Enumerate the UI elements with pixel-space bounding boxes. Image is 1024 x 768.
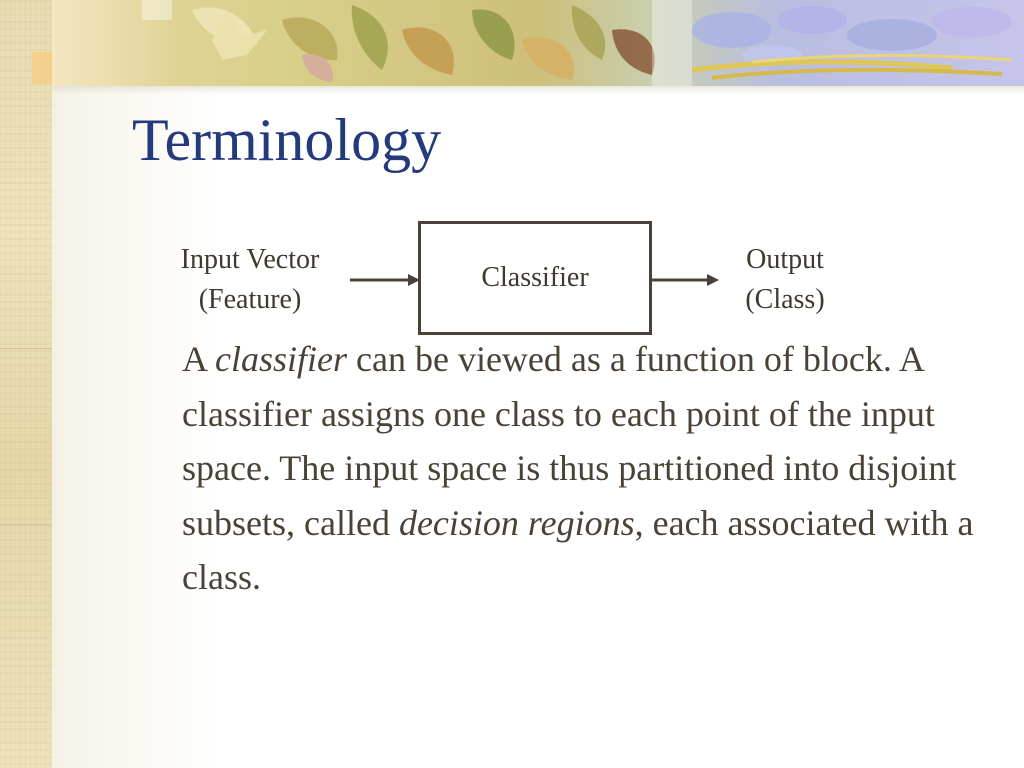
output-label-line1: Output (746, 244, 824, 275)
banner-shadow (52, 86, 1024, 94)
input-vector-label (150, 240, 350, 320)
left-parchment-strip (0, 0, 52, 768)
classifier-box-label: Classifier (481, 262, 589, 293)
classifier-box (418, 221, 652, 335)
body-text-part3: , each associated with a class. (182, 502, 974, 597)
input-label-line2: (Feature) (198, 284, 302, 315)
decorative-banner (52, 0, 1024, 86)
output-label-line2: (Class) (745, 284, 825, 315)
output-class-label (710, 240, 860, 320)
body-text-part1: A (182, 339, 216, 379)
slide-title: Terminology (132, 107, 442, 173)
body-term-decision-regions: decision regions (398, 502, 635, 543)
input-label-line1: Input Vector (180, 244, 320, 275)
output-arrow (649, 274, 719, 286)
input-arrow (350, 274, 420, 286)
body-paragraph (182, 332, 982, 605)
classifier-diagram (150, 218, 870, 338)
body-term-classifier: classifier (215, 339, 348, 379)
body-text-part2: can be viewed as a function of block. A classifier assigns one class to each point of the input space. The input space is thus partitioned into disjoint subsets, called (182, 339, 957, 543)
